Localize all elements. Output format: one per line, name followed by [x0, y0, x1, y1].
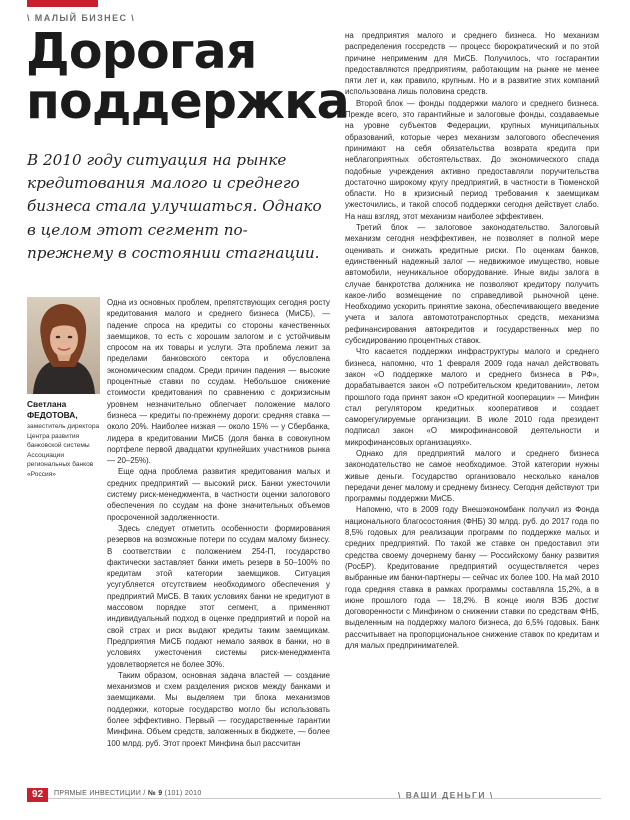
- section-color-bar: [27, 0, 98, 7]
- footer-divider: [27, 798, 601, 799]
- author-photo: [27, 297, 100, 394]
- title-line-1: Дорогая: [26, 23, 257, 80]
- paragraph: Еще одна проблема развития кредитования малых и средних предприятий — высокий риск. Банки ужесточили систему риск-менеджмента, в частности оценки залогового обеспечения по ссудам на фоне значительных объемов просроченной задолженности.: [107, 467, 330, 522]
- paragraph: Напомню, что в 2009 году Внешэкономбанк получил из Фонда национального благосостояния (ФНБ) 30 млрд. руб. до 2017 года по 8,5% годовых для реализации программ по поддержке малых и средних предприятий. По такой же ставке он предоставил эти средства своему дочернему банку — Российскому банку развития (РосБР). Кредитование предприятий осуществляется через выбранные им банки-партнеры — сейчас их более 100. На май 2010 года средняя ставка в рамках программы составляла 15,2%, а в июне прошлого года — 18,2%. В конце июля ВЭБ достиг договоренности с Минфином о снижении ставки по средствам ФНБ, выделенным на поддержку малого бизнеса, до 6,5% годовых. Банк рассчитывает на пропорциональное снижение ставок по кредитам и для малых предпринимателей.: [345, 505, 599, 651]
- paragraph: Что касается поддержки инфраструктуры малого и среднего бизнеса, напомню, что 1 февраля 2009 года начал действовать закон «О поддержке малого и среднего бизнеса в РФ», дорабатывается закон «О потребительском кредитовании», летом прошлого года принят закон «О кредитной кооперации» — Минфин стал регулятором кредитных кооперативов и создает саморегулируемые организации. В июле 2010 года президент подписал закон «О микрофинансовой деятельности и микрофинансовых организациях».: [345, 347, 599, 447]
- author-first-name: Светлана: [27, 399, 67, 409]
- paragraph: Второй блок — фонды поддержки малого и среднего бизнеса. Прежде всего, это гарантийные и залоговые фонды, создаваемые на уровне субъектов Федерации, крупных муниципальных образований, которые через механизм залогового обеспечения принимают на себя обязательства возврата кредита при неблагоприятных обстоятельствах. До экономического спада подобные учреждения активно предоставляли поручительства достаточно широкому кругу предприятий, в частности в Тюменской области. Но в кризисный период требования к заемщикам ужесточились, и такой способ поддержки сегодня действует слабо. На наш взгляд, этот механизм наиболее эффективен.: [345, 98, 599, 221]
- author-name: [27, 399, 102, 421]
- author-description: заместитель директора Центра развития банковской системы Ассоциации региональных банков «Россия»: [27, 423, 100, 478]
- title-line-2: поддержка: [26, 73, 349, 130]
- publication-name: ПРЯМЫЕ ИНВЕСТИЦИИ /: [54, 790, 148, 797]
- section-rubric: \ МАЛЫЙ БИЗНЕС \: [27, 13, 136, 23]
- paragraph: Одна из основных проблем, препятствующих сегодня росту кредитования малого и среднего бизнеса (МиСБ), — падение спроса на кредиты со стороны качественных заемщиков, то есть с хорошим залогом и с устойчивым спросом на их товары и услуги. Эта проблема лежит за пределами банковского сектора и обусловлена экономическим спадом. Среди причин падения — высокие процентные ставки по ссудам. Небольшое снижение стоимости кредитования по сравнению с докризисным уровнем незначительно облегчает положение малого бизнеса — кредиты по-прежнему дороги: средняя ставка — около 20%. Наиболее низкая — около 15% — у Сбербанка, лидера в кредитовании МиСБ (доля банка в совокупном портфеле первой двадцатки крупнейших участников рынка — 20–25%).: [107, 298, 330, 466]
- article-column-1: [107, 297, 330, 749]
- footer-section-name: \ ВАШИ ДЕНЬГИ \: [398, 790, 494, 800]
- publication-info: [54, 790, 202, 797]
- paragraph: Здесь следует отметить особенности формирования резервов на возможные потери по ссудам малому бизнесу. В соответствии с положением 254-П, государство фактически заставляет банки иметь резерв в 50–100% по кредитам этой категории заемщиков. Ситуация усугубляется отсутствием необходимого обеспечения у предприятий МиСБ. В таких условиях банки не кредитуют в массовом порядке этот сегмент, а применяют индивидуальный подход в оценке предприятий и порой на свой страх и риск выдают кредиты таким заемщикам. Предприятия МиСБ подают немало заявок в банки, но в условиях ужесточения системы риск-менеджмента удовлетворяется не более 30%.: [107, 523, 330, 669]
- paragraph: Таким образом, основная задача властей — создание механизмов и схем разделения рисков между банками и заемщиками. Мы выделяем три блока механизмов поддержки, которые государство могло бы использовать более эффективно. Первый — государственные гарантии Минфина. Объем средств, заложенных в бюджете, — более 100 млрд. руб. Этот проект Минфина был рассчитан: [107, 670, 330, 748]
- article-lead: В 2010 году ситуация на рынке кредитования малого и среднего бизнеса стала улучшаться. Однако в целом этот сегмент по-прежнему в состоянии стагнации.: [27, 151, 322, 262]
- author-portrait-image: [27, 297, 100, 394]
- article-title: [26, 23, 349, 130]
- paragraph: Однако для предприятий малого и среднего бизнеса законодательство не самое необходимое. Этой категории нужны живые деньги. Государство организовало несколько каналов передачи денег малому и среднему бизнесу. Сегодня действуют три программы поддержки МиСБ.: [345, 448, 599, 504]
- paragraph: Третий блок — залоговое законодательство. Залоговый механизм сегодня неэффективен, не позволяет в полной мере оценивать и снижать кредитные риски. По оценкам банков, единственный надежный залог — недвижимое имущество, новые автомобили, неуникальное оборудование. Иные виды залога в случае банкротства должника не позволяют кредитору получить какое-либо возмещение по справедливой рыночной цене. Необходимо ускорить принятие закона, обеспечивающего введение учета и залога автомототранспортных средств, механизма рефинансирования автокредитов и государственных мер по субсидированию процентных ставок.: [345, 223, 599, 346]
- issue-number: № 9: [147, 790, 163, 797]
- author-last-name: ФЕДОТОВА,: [27, 410, 78, 421]
- paragraph: на предприятия малого и среднего бизнеса. Но механизм распределения госсредств — процесс бюрократический и по этой причине неприменим для МиСБ. Получилось, что госгарантии предоставляются предприятиям, работающим на рынке не менее пяти лет и, как правило, крупным. Но и в развитие этих компаний использована лишь половина средств.: [345, 31, 599, 97]
- issue-year: (101) 2010: [162, 790, 202, 797]
- page-number: 92: [27, 788, 48, 802]
- article-column-2: [345, 30, 599, 651]
